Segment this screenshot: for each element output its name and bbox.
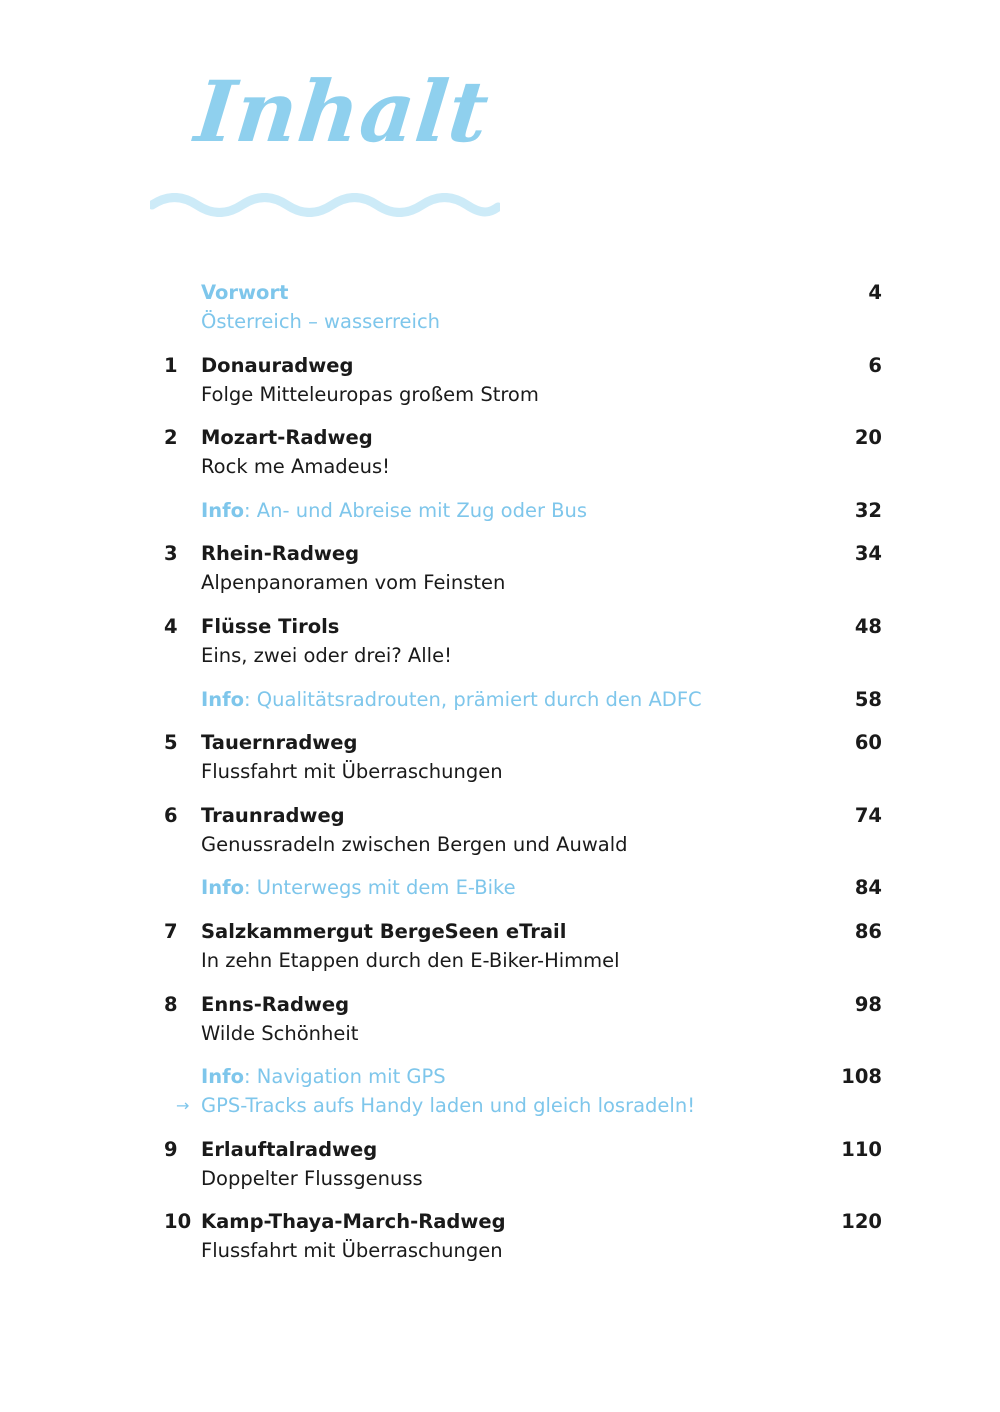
entry-subtitle: Eins, zwei oder drei? Alle!	[201, 644, 452, 667]
info-text: : An- und Abreise mit Zug oder Bus	[244, 499, 588, 522]
entry-page: 120	[841, 1210, 882, 1233]
entry-page: 32	[854, 499, 882, 522]
entry-number: 8	[164, 993, 178, 1016]
info-text: : Navigation mit GPS	[244, 1065, 446, 1088]
info-label: Info	[201, 499, 245, 522]
info-label: Info	[201, 876, 245, 899]
entry-title: Salzkammergut BergeSeen eTrail	[201, 920, 567, 943]
info-line	[201, 685, 702, 714]
entry-number: 9	[164, 1138, 178, 1161]
entry-page: 98	[854, 993, 882, 1016]
entry-page: 60	[854, 731, 882, 754]
entry-page: 84	[854, 876, 882, 899]
entry-title: Tauernradweg	[201, 731, 358, 754]
info-label: Info	[201, 1065, 245, 1088]
entry-number: 1	[164, 354, 178, 377]
entry-number: 2	[164, 426, 178, 449]
info-line	[201, 496, 587, 525]
entry-title: Flüsse Tirols	[201, 615, 340, 638]
info-subtitle: GPS-Tracks aufs Handy laden und gleich losradeln!	[201, 1094, 696, 1117]
entry-page: 74	[854, 804, 882, 827]
entry-subtitle: Folge Mitteleuropas großem Strom	[201, 383, 539, 406]
entry-page: 86	[854, 920, 882, 943]
wave-divider	[150, 193, 500, 217]
page-title: Inhalt	[190, 62, 494, 161]
info-text: : Qualitätsradrouten, prämiert durch den ADFC	[244, 688, 702, 711]
entry-number: 3	[164, 542, 178, 565]
entry-title: Erlauftalradweg	[201, 1138, 378, 1161]
info-line	[201, 873, 516, 902]
arrow-right-icon: →	[176, 1096, 190, 1115]
entry-subtitle: Flussfahrt mit Überraschungen	[201, 760, 503, 783]
entry-title: Rhein-Radweg	[201, 542, 360, 565]
entry-page: 34	[854, 542, 882, 565]
entry-number: 5	[164, 731, 178, 754]
entry-number: 10	[164, 1210, 192, 1233]
entry-subtitle: Genussradeln zwischen Bergen und Auwald	[201, 833, 628, 856]
entry-page: 58	[854, 688, 882, 711]
entry-page: 6	[868, 354, 882, 377]
entry-number: 4	[164, 615, 178, 638]
entry-page: 108	[841, 1065, 882, 1088]
info-line	[201, 1062, 446, 1091]
entry-page: 4	[868, 281, 882, 304]
entry-title: Enns-Radweg	[201, 993, 350, 1016]
entry-title: Kamp-Thaya-March-Radweg	[201, 1210, 506, 1233]
entry-subtitle: Rock me Amadeus!	[201, 455, 391, 478]
info-label: Info	[201, 688, 245, 711]
entry-page: 48	[854, 615, 882, 638]
entry-subtitle: Alpenpanoramen vom Feinsten	[201, 571, 506, 594]
entry-page: 20	[854, 426, 882, 449]
entry-subtitle: Flussfahrt mit Überraschungen	[201, 1239, 503, 1262]
entry-subtitle: Österreich – wasserreich	[201, 310, 441, 333]
info-text: : Unterwegs mit dem E-Bike	[244, 876, 516, 899]
entry-title: Traunradweg	[201, 804, 345, 827]
entry-number: 7	[164, 920, 178, 943]
entry-number: 6	[164, 804, 178, 827]
entry-page: 110	[841, 1138, 882, 1161]
entry-subtitle: Wilde Schönheit	[201, 1022, 359, 1045]
entry-title: Donauradweg	[201, 354, 354, 377]
entry-title: Vorwort	[201, 281, 289, 304]
entry-subtitle: In zehn Etappen durch den E-Biker-Himmel	[201, 949, 620, 972]
entry-title: Mozart-Radweg	[201, 426, 373, 449]
entry-subtitle: Doppelter Flussgenuss	[201, 1167, 423, 1190]
